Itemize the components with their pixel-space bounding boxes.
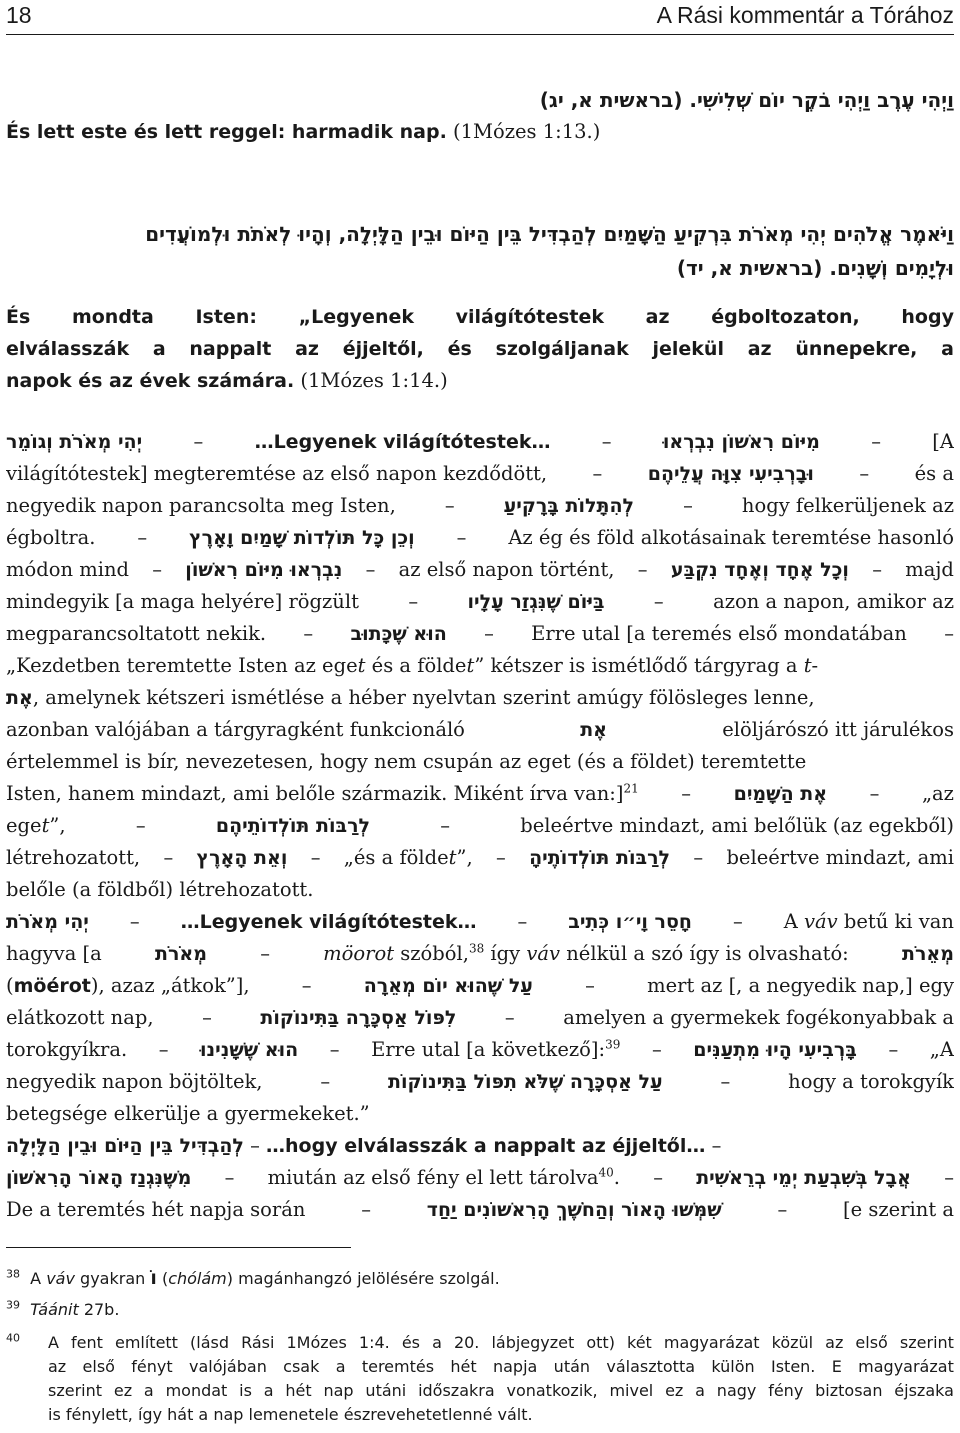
word: (lásd (190, 1333, 229, 1352)
word: az (48, 1357, 67, 1376)
word: A (48, 1333, 59, 1352)
verse13-hebrew: וַיְהִי עֶרֶב וַיְהִי בֹקֶר יוֹם שְׁלִישִׁי. (בראשית א, יג) (539, 88, 954, 112)
verse14-hebrew-line1: וַיֹּאמֶר אֱלֹהִים יְהִי מְאֹרֹת בִּרְקִיעַ הַשָּׁמַיִם לְהַבְדִּיל בֵּין הַיּוֹם וּבֵין הַלָּיְלָה, וְהָיוּ לְאֹתֹת וּלְמוֹעֲדִים (145, 222, 954, 246)
word: napja (492, 1357, 538, 1376)
word: az (295, 338, 319, 360)
word: a (152, 338, 166, 360)
verse13-hungarian: És lett este és lett reggel: harmadik nap. (1Mózes 1:13.) (6, 120, 601, 143)
word: ünnepekre, (795, 338, 918, 360)
footnote-39: $^{39}$ Táánit 27b. (6, 1298, 120, 1319)
word: fent (71, 1333, 103, 1352)
footnote-40-line2 (48, 1355, 954, 1379)
page-header (6, 0, 954, 30)
word: utáni (365, 1381, 407, 1400)
commentary-line: eget”, – לְרַבּוֹת תּוֹלְדוֹתֵיהֶם – beleértve mindazt, ami belőlük (az egekből) (6, 814, 954, 837)
word: éjjeltől, (342, 338, 424, 360)
running-title: A Rási kommentár a Tórához (656, 1, 954, 28)
word: világítótestek (455, 306, 605, 328)
word: a (143, 1381, 154, 1400)
word: a (941, 338, 954, 360)
word: mondat (165, 1381, 228, 1400)
word: éjszaka (894, 1381, 954, 1400)
footnote-40-line1 (48, 1331, 954, 1355)
word: elválasszák (6, 338, 130, 360)
commentary-line: égboltra. – וְכֵן כָּל תּוֹלְדוֹת שָׁמַיִם וָאָרֶץ – Az ég és föld alkotásainak teremtése hasonló (6, 526, 954, 549)
word: E (831, 1357, 842, 1376)
word: mivel (609, 1381, 654, 1400)
word: nagy (716, 1381, 757, 1400)
footnote-40-number: 40 (6, 1331, 20, 1345)
commentary-line: „Kezdetben teremtette Isten az eget és a földet” kétszer is ismétlődő tárgyrag a t- (6, 654, 819, 677)
verse14-hungarian-line2 (6, 333, 954, 365)
footnote-38: $^{38}$ A váv gyakran וֹ (chólám) magánhangzó jelölésére szolgál. (6, 1267, 500, 1289)
word: időszakra (418, 1381, 495, 1400)
word: biztosan (815, 1381, 883, 1400)
word: és (401, 1333, 420, 1352)
word: szerint (899, 1333, 954, 1352)
commentary-line: betegsége elkerülje a gyermekeket.” (6, 1102, 370, 1125)
word: a (335, 1357, 346, 1376)
word: nappalt (189, 338, 272, 360)
word: ott) (586, 1333, 615, 1352)
commentary-line: יְהִי מְאֹרֹת – …Legyenek világítótestek… – חָסֵר וָי״ו כְּתִיב – A váv betű ki van (6, 910, 954, 933)
word: magyarázat (663, 1333, 760, 1352)
word: első (855, 1333, 888, 1352)
commentary-line: מִשֶּׁנִּגְנַז הָאוֹר הָרִאשׁוֹן – miután az első fény el lett tárolva$^{40}$. – אֲבָל בְּשִׁבְעַת יְמֵי בְרֵאשִׁית – (6, 1165, 954, 1189)
word: hét (450, 1357, 477, 1376)
word: Isten: (195, 306, 257, 328)
word: külön (711, 1357, 755, 1376)
word: szerint (48, 1381, 103, 1400)
word: lábjegyzet (491, 1333, 575, 1352)
word: teremtés (361, 1357, 435, 1376)
commentary-line: módon mind – נִבְרְאוּ מִיּוֹם רִאשׁוֹן – az első napon történt, – וְכָל אֶחָד וְאֶחָד נִקְבַּע – majd (6, 558, 954, 581)
word: ez (665, 1381, 684, 1400)
footnote-40-line3 (48, 1379, 954, 1403)
word: valójában (188, 1357, 267, 1376)
commentary-line: létrehozatott, – וְאֵת הָאָרֶץ – „és a földet”, – לְרַבּוֹת תּוֹלְדוֹתֶיהָ – beleértve mindazt, ami (6, 846, 954, 869)
word: hogy (901, 306, 954, 328)
verse14-hebrew-line2: וּלְיָמִים וְשָׁנִים. (בראשית א, יד) (676, 256, 954, 280)
word: választotta (606, 1357, 696, 1376)
word: az (747, 338, 772, 360)
word: első (82, 1357, 115, 1376)
commentary-line: azonban valójában a tárgyragként funkcionáló אֶת elöljárószó itt járulékos (6, 718, 954, 741)
page-number: 18 (6, 1, 32, 28)
footnote-40-line4: is fénylett, így hát a nap lemenetele észrevehetetlenné vált. (48, 1405, 533, 1424)
commentary-line: negyedik napon böjtöltek, – עַל אַסְכָּרָה שֶׁלֹּא תִפּוֹל בַּתִּינוֹקוֹת – hogy a torokgyík (6, 1070, 954, 1093)
word: 1Mózes (286, 1333, 347, 1352)
word: magyarázat (858, 1357, 954, 1376)
commentary-line: (möérot), azaz „átkok”], – עַל שֶׁהוּא יוֹם מְאֵרָה – mert az [, a negyedik nap,] egy (6, 974, 954, 997)
commentary-line: לְהַבְדִּיל בֵּין הַיּוֹם וּבֵין הַלָּיְלָה – …hogy elválasszák a nappalt az éjjeltől… – (6, 1134, 722, 1157)
word: közül (771, 1333, 814, 1352)
footnote-rule (6, 1247, 351, 1248)
header-rule (6, 34, 954, 35)
word: a (695, 1381, 705, 1400)
word: vonatkozik, (506, 1381, 598, 1400)
commentary-line: világítótestek] megteremtése az első napon kezdődött, – וּבָרְבִיעִי צִוָּה עֲלֵיהֶם – és a (6, 462, 954, 485)
word: égboltozaton, (711, 306, 860, 328)
word: nap (323, 1381, 354, 1400)
word: jelekül (652, 338, 724, 360)
word: fény (768, 1381, 804, 1400)
word: 1:4. (358, 1333, 390, 1352)
word: „Legyenek (298, 306, 414, 328)
commentary-line: torokgyíkra. – הוּא שֶׁשָּׁנִינוּ – Erre utal [a következő]:$^{39}$ – בָּרְבִיעִי הָיוּ מִתְעַנִּים – „A (6, 1037, 954, 1061)
word: ez (113, 1381, 133, 1400)
commentary-line: elátkozott nap, – לִפּוֹל אַסְכָּרָה בַּתִּינוֹקוֹת – amelyen a gyermekek fogékonyabbak a (6, 1006, 954, 1029)
word: az (825, 1333, 844, 1352)
commentary-line: Isten, hanem mindazt, ami belőle származik. Miként írva van:]$^{21}$ – אֶת הַשָּׁמַיִם – „az (6, 781, 954, 805)
verse14-hungarian-line3: napok és az évek számára. (1Mózes 1:14.) (6, 369, 448, 392)
word: a (432, 1333, 442, 1352)
commentary-line: belőle (a földből) létrehozatott. (6, 878, 314, 901)
word: mondta (71, 306, 154, 328)
word: a (263, 1381, 274, 1400)
commentary-line: negyedik napon parancsolta meg Isten, – לְהִתָּלוֹת בָּרָקִיעַ – hogy felkerüljenek az (6, 494, 954, 517)
word: hét (285, 1381, 312, 1400)
word: említett (114, 1333, 178, 1352)
word: szolgáljanak (495, 338, 629, 360)
word: Rási (241, 1333, 275, 1352)
verse14-hungarian-line1 (6, 301, 954, 333)
commentary-line: mindegyik [a maga helyére] rögzült – בַּיּוֹם שֶׁנִּגְזַר עָלָיו – azon a napon, amikor az (6, 590, 954, 613)
commentary-line: hagyva [a מְאֹרֹת – möorot szóból,$^{38}$ így váv nélkül a szó így is olvasható: מְאֵרֹת (6, 941, 954, 965)
word: után (553, 1357, 591, 1376)
word: Isten. (770, 1357, 816, 1376)
word: 20. (453, 1333, 480, 1352)
commentary-line: De a teremtés hét napja során – שִׁמְּשׁוּ הָאוֹר וְהַחֹשֶׁךְ הָרִאשׁוֹנִים יַחַד – [e szerint a (6, 1198, 954, 1221)
commentary-line: megparancsoltatott nekik. – הוּא שֶׁכָּתוּב – Erre utal [a teremés első mondatában – (6, 622, 954, 645)
word: két (627, 1333, 652, 1352)
word: is (239, 1381, 252, 1400)
word: fényt (131, 1357, 173, 1376)
word: csak (283, 1357, 320, 1376)
commentary-line: אֶת, amelynek kétszeri ismétlése a héber nyelvtan szerint amúgy fölösleges lenne, (6, 686, 815, 709)
word: és (447, 338, 472, 360)
word: És (6, 306, 31, 328)
commentary-line: יְהִי מְאֹרֹת וְגוֹמֵר – …Legyenek világítótestek… – מִיּוֹם רִאשׁוֹן נִבְרְאוּ – [A (6, 430, 954, 453)
commentary-line: értelemmel is bír, nevezetesen, hogy nem csupán az eget (és a földet) teremtette (6, 750, 807, 773)
word: az (645, 306, 670, 328)
